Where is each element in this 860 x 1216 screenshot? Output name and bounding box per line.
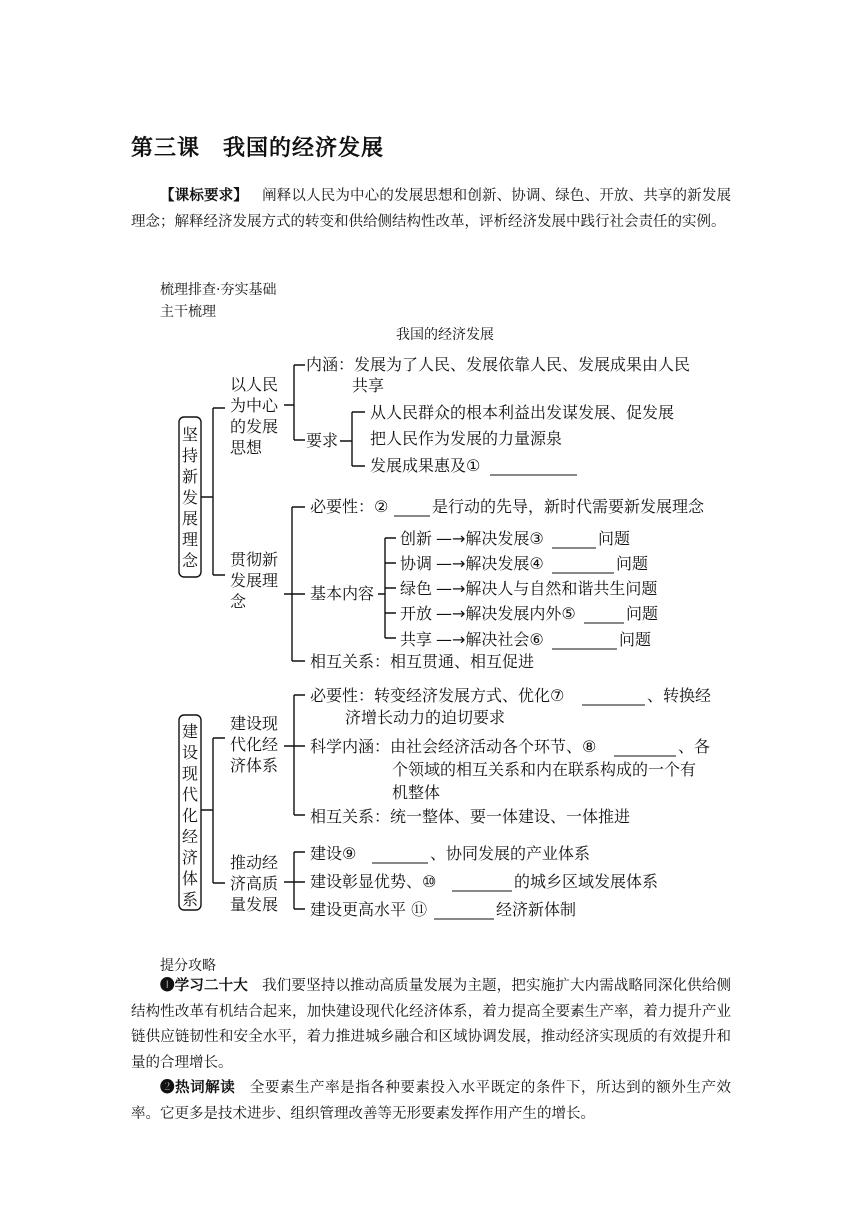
box2-char: 设	[181, 743, 199, 762]
box2-char: 建	[181, 722, 199, 741]
concept-key: 协调	[400, 554, 433, 573]
node-new-concept: 念	[230, 592, 247, 611]
section-review: 梳理排查·夯实基础	[160, 282, 277, 298]
box2-char: 济	[181, 848, 199, 867]
box1-char: 发	[181, 488, 199, 507]
n3-necessity-cont: 济增长动力的迫切要求	[345, 708, 506, 727]
standard-paragraph	[131, 183, 731, 235]
n3-scientific-cont: 个领域的相互关系和内在联系构成的一个有	[392, 760, 697, 779]
n2-content-label: 基本内容	[310, 584, 375, 603]
tip-2-label: ❷热词解读	[160, 1079, 236, 1096]
n2-relation: 相互关系：相互贯通、相互促进	[310, 652, 535, 671]
node-new-concept: 发展理	[230, 571, 279, 590]
bracket-line	[284, 365, 305, 440]
tip-1-label: ❶学习二十大	[160, 977, 248, 994]
node-high-quality: 推动经	[230, 853, 279, 872]
n3-necessity: 必要性：转变经济发展方式、优化⑦	[310, 686, 565, 705]
node-people-centered: 以人民	[230, 375, 279, 394]
tip-2-paragraph	[131, 1075, 731, 1127]
concept-suffix: 问题	[616, 554, 649, 573]
n2-necessity: 必要性：②	[310, 497, 389, 516]
box2-char: 代	[181, 785, 199, 804]
box1-char: 持	[181, 446, 199, 465]
bracket-line	[201, 738, 225, 883]
concept-suffix: 问题	[619, 630, 652, 649]
n1-connotation-cont: 共享	[352, 376, 385, 395]
n1-requirement-item: 从人民群众的根本利益出发谋发展、促发展	[370, 403, 675, 422]
n4-item: 建设彰显优势、⑩	[310, 872, 437, 891]
node-people-centered: 为中心	[230, 396, 279, 415]
bracket-line	[284, 852, 305, 909]
tip-1-paragraph	[131, 973, 731, 1076]
concept-desc: —→解决人与自然和谐共生问题	[436, 579, 658, 598]
node-modern-economy: 代化经	[230, 735, 279, 754]
concept-key: 创新	[400, 529, 433, 548]
box1-char: 坚	[181, 425, 199, 444]
tip-2-text: 全要素生产率是指各种要素投入水平既定的条件下，所达到的额外生产效率。它更多是技术进步、组织管理改善等无形要素发挥作用产生的增长。	[131, 1080, 732, 1122]
n4-item: 建设⑨	[310, 844, 357, 863]
section-tips: 提分攻略	[160, 958, 216, 974]
box2-char: 经	[181, 827, 199, 846]
concept-desc: —→解决发展内外⑤	[436, 604, 576, 623]
concept-desc: —→解决发展④	[436, 554, 544, 573]
node-high-quality: 济高质	[230, 874, 279, 893]
n4-item-cont: 、协同发展的产业体系	[430, 844, 591, 863]
concept-key: 绿色	[400, 579, 433, 598]
node-people-centered: 的发展	[230, 417, 279, 436]
concept-key: 共享	[400, 630, 433, 649]
n1-requirement-label: 要求	[306, 431, 339, 450]
n3-scientific-cont: 机整体	[392, 783, 441, 802]
box2-char: 化	[181, 806, 199, 825]
box2-char: 系	[181, 890, 199, 909]
n1-requirement-item: 把人民作为发展的力量源泉	[370, 429, 563, 448]
box1-char: 新	[181, 467, 199, 486]
n3-scientific-cont: 、各	[678, 737, 711, 756]
node-high-quality: 量发展	[230, 895, 279, 914]
n3-relation: 相互关系：统一整体、要一体建设、一体推进	[310, 807, 631, 826]
n4-item-cont: 经济新体制	[496, 900, 577, 919]
n1-requirement-item: 发展成果惠及①	[370, 456, 481, 475]
node-modern-economy: 建设现	[230, 714, 279, 733]
bracket-line	[284, 507, 305, 661]
standard-label: 【课标要求】	[160, 187, 248, 204]
n3-scientific: 科学内涵：由社会经济活动各个环节、⑧	[310, 737, 597, 756]
bracket-line	[378, 538, 396, 638]
section-main: 主干梳理	[160, 304, 216, 320]
concept-suffix: 问题	[598, 529, 631, 548]
box2-char: 体	[181, 869, 199, 888]
bracket-line	[201, 408, 225, 575]
concept-diagram	[0, 320, 860, 940]
node-people-centered: 思想	[230, 438, 263, 457]
node-modern-economy: 济体系	[230, 756, 279, 775]
diagram-title: 我国的经济发展	[396, 327, 494, 343]
n2-necessity-cont: 是行动的先导，新时代需要新发展理念	[432, 497, 705, 516]
n3-necessity-cont: 、转换经	[647, 686, 712, 705]
box1-char: 念	[181, 551, 199, 570]
concept-desc: —→解决发展③	[436, 529, 544, 548]
node-new-concept: 贯彻新	[230, 550, 279, 569]
box1-char: 理	[181, 530, 199, 549]
bracket-line	[284, 695, 305, 815]
n1-connotation: 内涵：发展为了人民、发展依靠人民、发展成果由人民	[306, 355, 691, 374]
concept-suffix: 问题	[626, 604, 659, 623]
n4-item-cont: 的城乡区域发展体系	[514, 872, 659, 891]
bracket-line	[340, 412, 365, 466]
box2-char: 现	[181, 764, 199, 783]
page-title: 第三课 我国的经济发展	[131, 136, 385, 161]
concept-desc: —→解决社会⑥	[436, 630, 544, 649]
box1-char: 展	[181, 509, 199, 528]
n4-item: 建设更高水平 ⑪	[310, 900, 428, 919]
concept-key: 开放	[400, 604, 433, 623]
standard-text: 阐释以人民为中心的发展思想和创新、协调、绿色、开放、共享的新发展理念；解释经济发展方式的转变和供给侧结构性改革，评析经济发展中践行社会责任的实例。	[131, 188, 732, 230]
tip-1-text: 我们要坚持以推动高质量发展为主题，把实施扩大内需战略同深化供给侧结构性改革有机结合起来，加快建设现代化经济体系，着力提高全要素生产率，着力提升产业链供应链韧性和安全水平，着力推进城乡融合和区域协调发展，推动经济实现质的有效提升和量的合理增长。	[131, 978, 732, 1071]
